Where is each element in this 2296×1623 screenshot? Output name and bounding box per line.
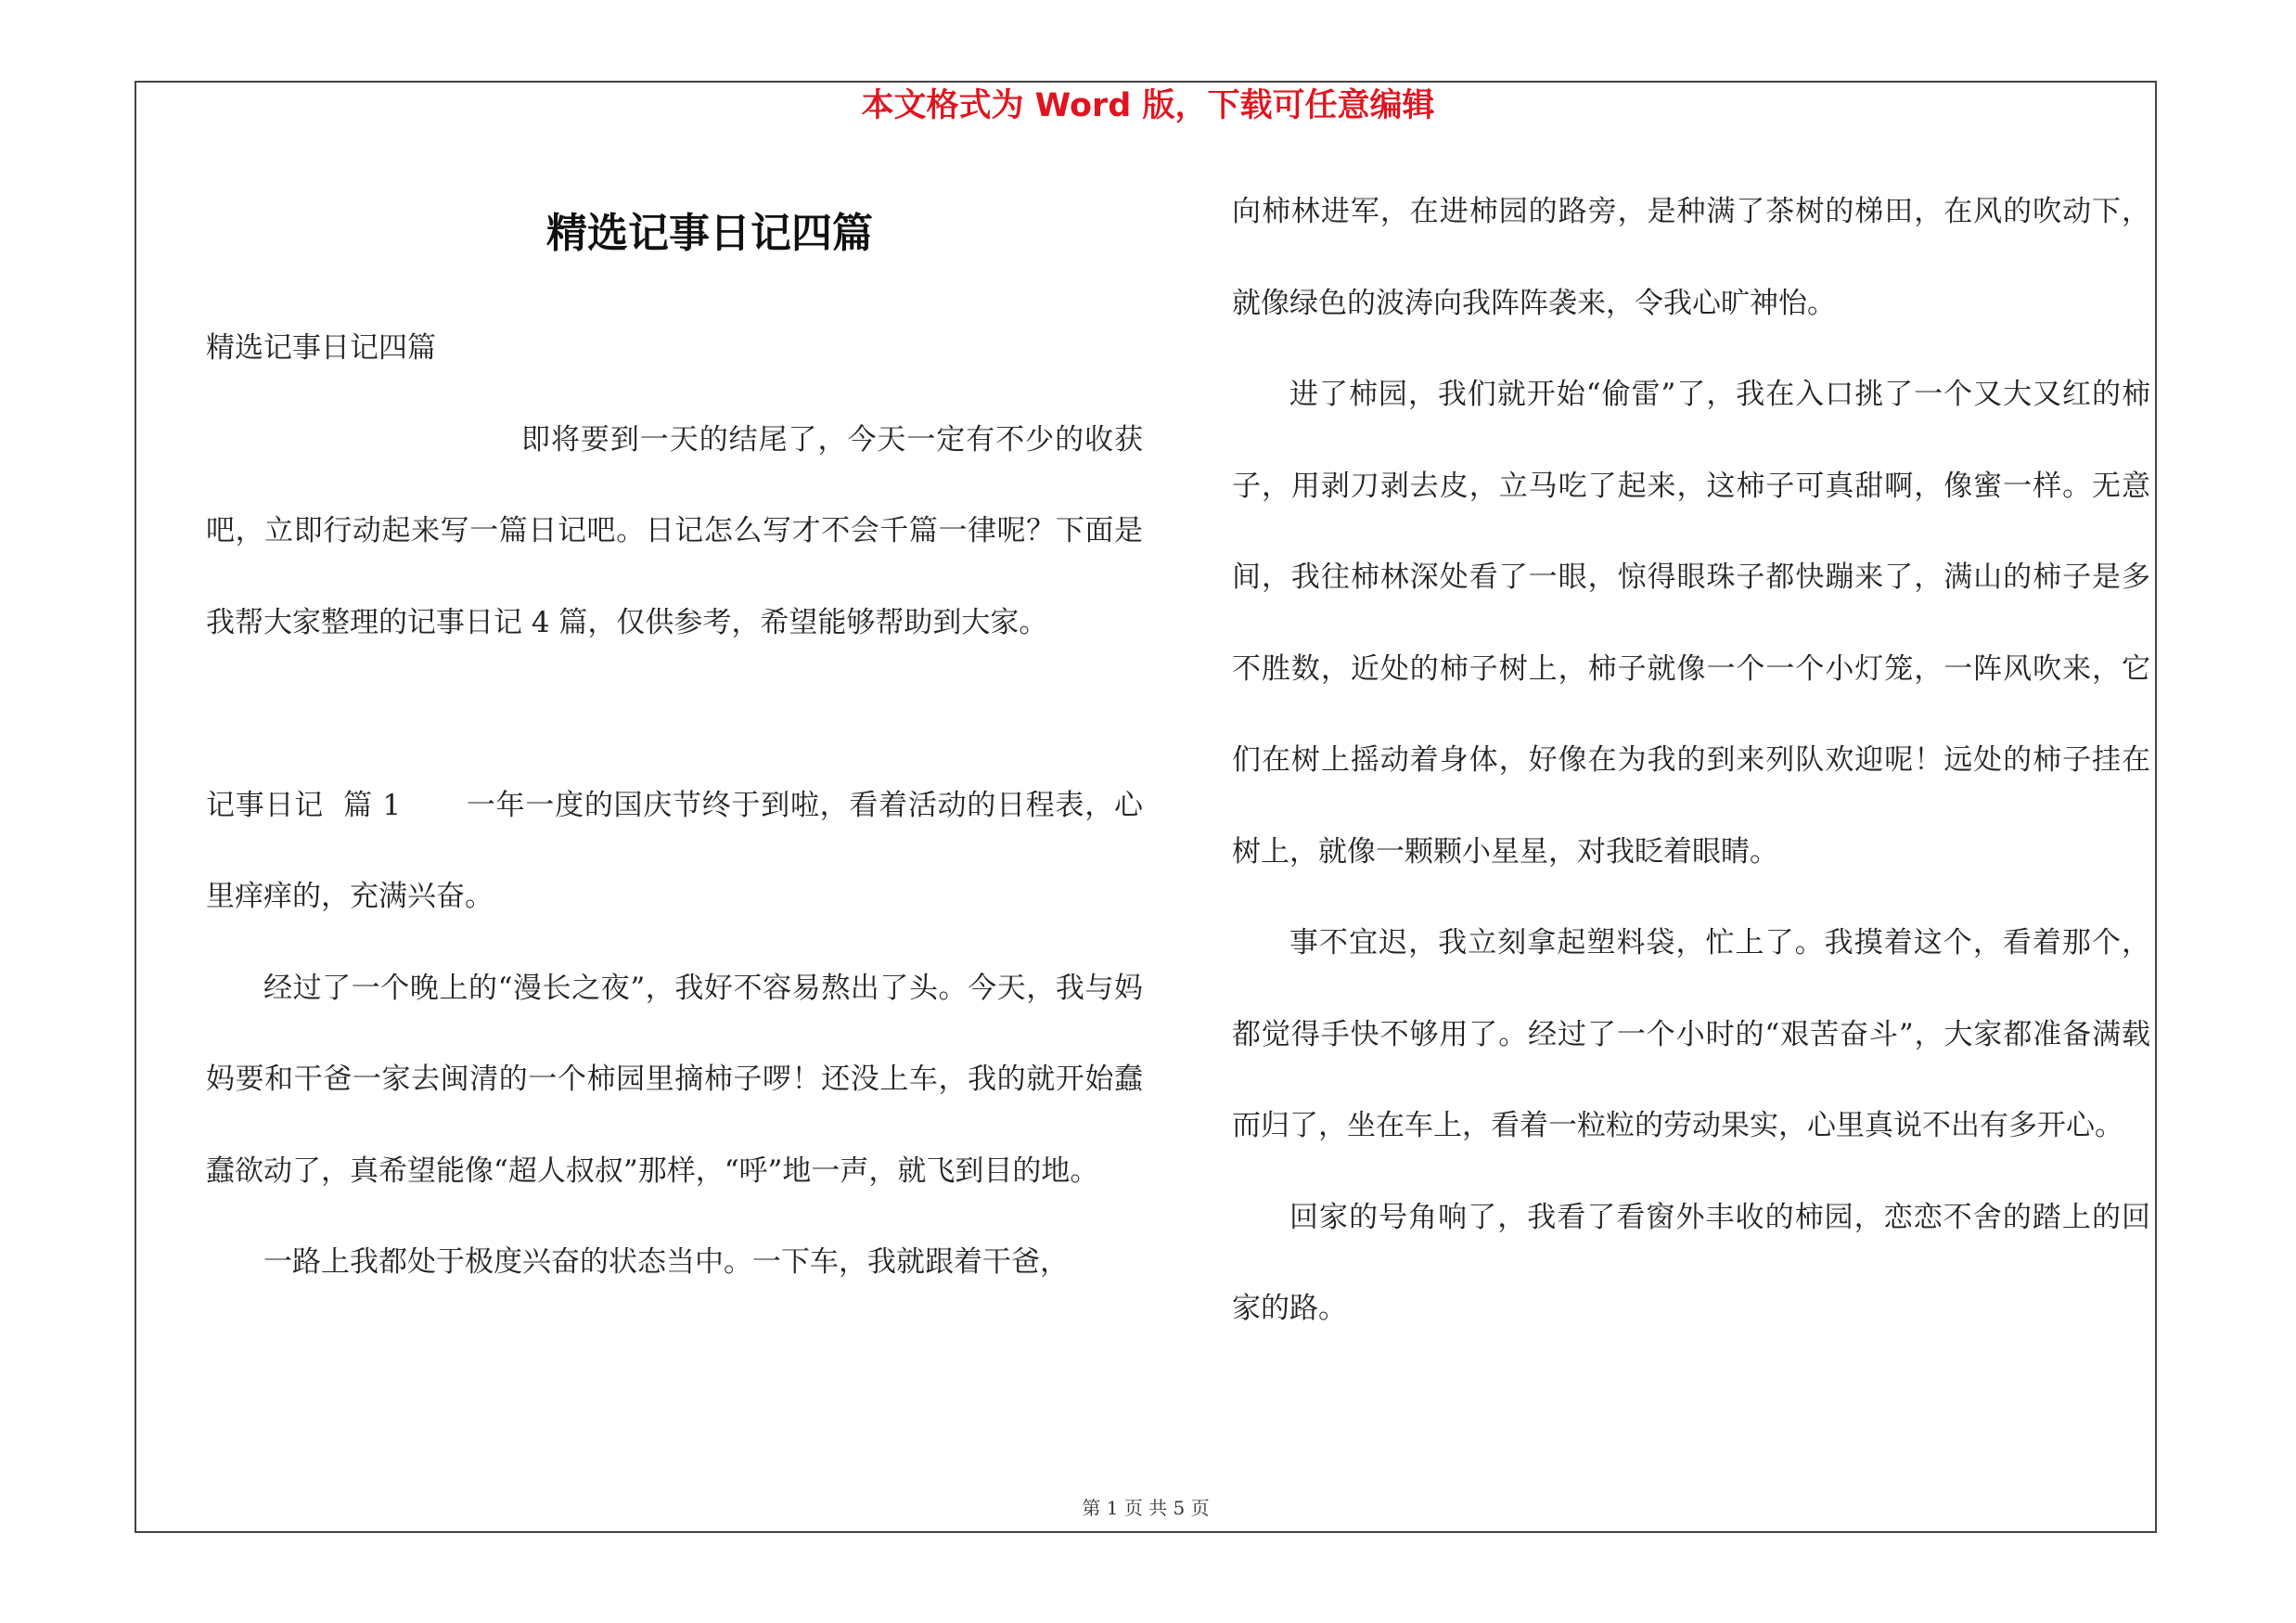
section-first-text: 一年一度的国庆节终于到啦，看着活动的日程表，心里痒痒的，充满兴奋。 (206, 788, 1143, 913)
format-banner: 本文格式为 Word 版，下载可任意编辑 (861, 87, 1435, 124)
body-paragraph: 事不宜迟，我立刻拿起塑料袋，忙上了。我摸着这个，看着那个，都觉得手快不够用了。经过了一个小时的“艰苦奋斗”，大家都准备满载而归了，坐在车上，看着一粒粒的劳动果实，心里真说不出有多开心。 (1232, 926, 2150, 1142)
section-first-paragraph (206, 760, 1143, 943)
section-label: 记事日记 篇 1 (206, 788, 402, 822)
paragraph-spacer (206, 668, 1143, 760)
right-column (1232, 166, 2150, 1355)
intro-paragraph: 即将要到一天的结尾了，今天一定有不少的收获吧，立即行动起来写一篇日记吧。日记怎么写才不会千篇一律呢？下面是我帮大家整理的记事日记 4 篇，仅供参考，希望能够帮助到大家。 (206, 422, 1143, 639)
document-title: 精选记事日记四篇 (546, 210, 873, 257)
left-column (206, 303, 1143, 1308)
body-paragraph: 进了柿园，我们就开始“偷雷”了，我在入口挑了一个又大又红的柿子，用剥刀剥去皮，立马吃了起来，这柿子可真甜啊，像蜜一样。无意间，我往柿林深处看了一眼，惊得眼珠子都快蹦来了，满山的柿子是多不胜数，近处的柿子树上，柿子就像一个一个小灯笼，一阵风吹来，它们在树上摇动着身体，好像在为我的到来列队欢迎呢！远处的柿子挂在树上，就像一颗颗小星星，对我眨着眼睛。 (1232, 378, 2150, 869)
body-paragraph: 一路上我都处于极度兴奋的状态当中。一下车，我就跟着干爸， (263, 1245, 1069, 1279)
continuation-paragraph: 向柿林进军，在进柿园的路旁，是种满了茶树的梯田，在风的吹动下，就像绿色的波涛向我阵阵袭来，令我心旷神怡。 (1232, 195, 2150, 320)
body-paragraph: 回家的号角响了，我看了看窗外丰收的柿园，恋恋不舍的踏上的回家的路。 (1232, 1200, 2150, 1325)
page-number: 第 1 页 共 5 页 (1082, 1497, 1210, 1519)
subtitle: 精选记事日记四篇 (206, 331, 436, 365)
body-paragraph: 经过了一个晚上的“漫长之夜”，我好不容易熬出了头。今天，我与妈妈要和干爸一家去闽清的一个柿园里摘柿子啰！还没上车，我的就开始蠢蠢欲动了，真希望能像“超人叔叔”那样，“呼”地一声，就飞到目的地。 (206, 971, 1143, 1188)
